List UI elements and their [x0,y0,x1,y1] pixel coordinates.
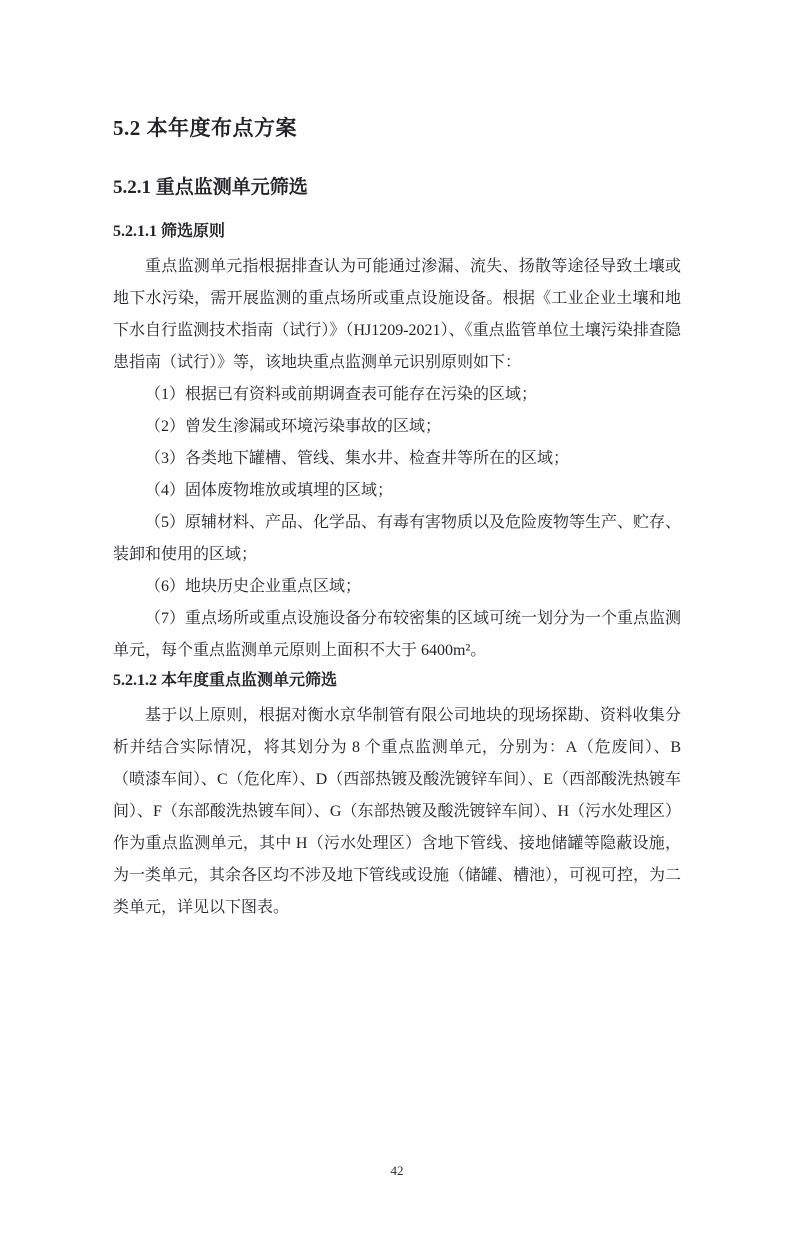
heading-5-2-1-2-annual-unit-screening: 5.2.1.2 本年度重点监测单元筛选 [113,672,338,689]
principle-item-7: （7）重点场所或重点设施设备分布较密集的区域可统一划分为一个重点监测单元，每个重点监测单元原则上面积不大于 6400m²。 [113,610,682,659]
principle-item-6: （6）地块历史企业重点区域； [145,578,362,595]
principle-item-4: （4）固体废物堆放或填埋的区域； [145,482,394,499]
paragraph-unit-screening: 基于以上原则，根据对衡水京华制管有限公司地块的现场探勘、资料收集分析并结合实际情况，将其划分为 8 个重点监测单元，分别为：A（危废间）、B（喷漆车间）、C（危化库）、D（西部热镀及酸洗镀锌车间）、E（西部酸洗热镀车间）、F（东部酸洗热镀车间）、G（东部热镀及酸洗镀锌车间）、H（污水处理区）作为重点监测单元，其中 H（污水处理区）含地下管线、接地储罐等隐蔽设施，为一类单元，其余各区均不涉及地下管线或设施（储罐、槽池），可视可控，为二类单元，详见以下图表。 [113,707,682,916]
principle-item-2: （2）曾发生渗漏或环境污染事故的区域； [145,418,442,435]
heading-5-2-1-1-screening-principles: 5.2.1.1 筛选原则 [113,223,226,240]
heading-section-5-2: 5.2 本年度布点方案 [113,116,297,140]
principle-item-3: （3）各类地下罐槽、管线、集水井、检查井等所在的区域； [145,450,570,467]
page-number: 42 [390,1163,404,1178]
heading-subsection-5-2-1: 5.2.1 重点监测单元筛选 [113,177,308,198]
document-page [0,112,794,1235]
principle-item-1: （1）根据已有资料或前期调查表可能存在污染的区域； [145,386,538,403]
principle-item-5: （5）原辅材料、产品、化学品、有毒有害物质以及危险废物等生产、贮存、装卸和使用的区域； [113,514,682,563]
page-footer [113,1162,681,1180]
paragraph-principles-intro: 重点监测单元指根据排查认为可能通过渗漏、流失、扬散等途径导致土壤或地下水污染，需开展监测的重点场所或重点设施设备。根据《工业企业土壤和地下水自行监测技术指南（试行）》（HJ1209-2021）、《重点监管单位土壤污染排查隐患指南（试行）》等，该地块重点监测单元识别原则如下： [113,258,681,371]
principles-list [113,379,681,667]
